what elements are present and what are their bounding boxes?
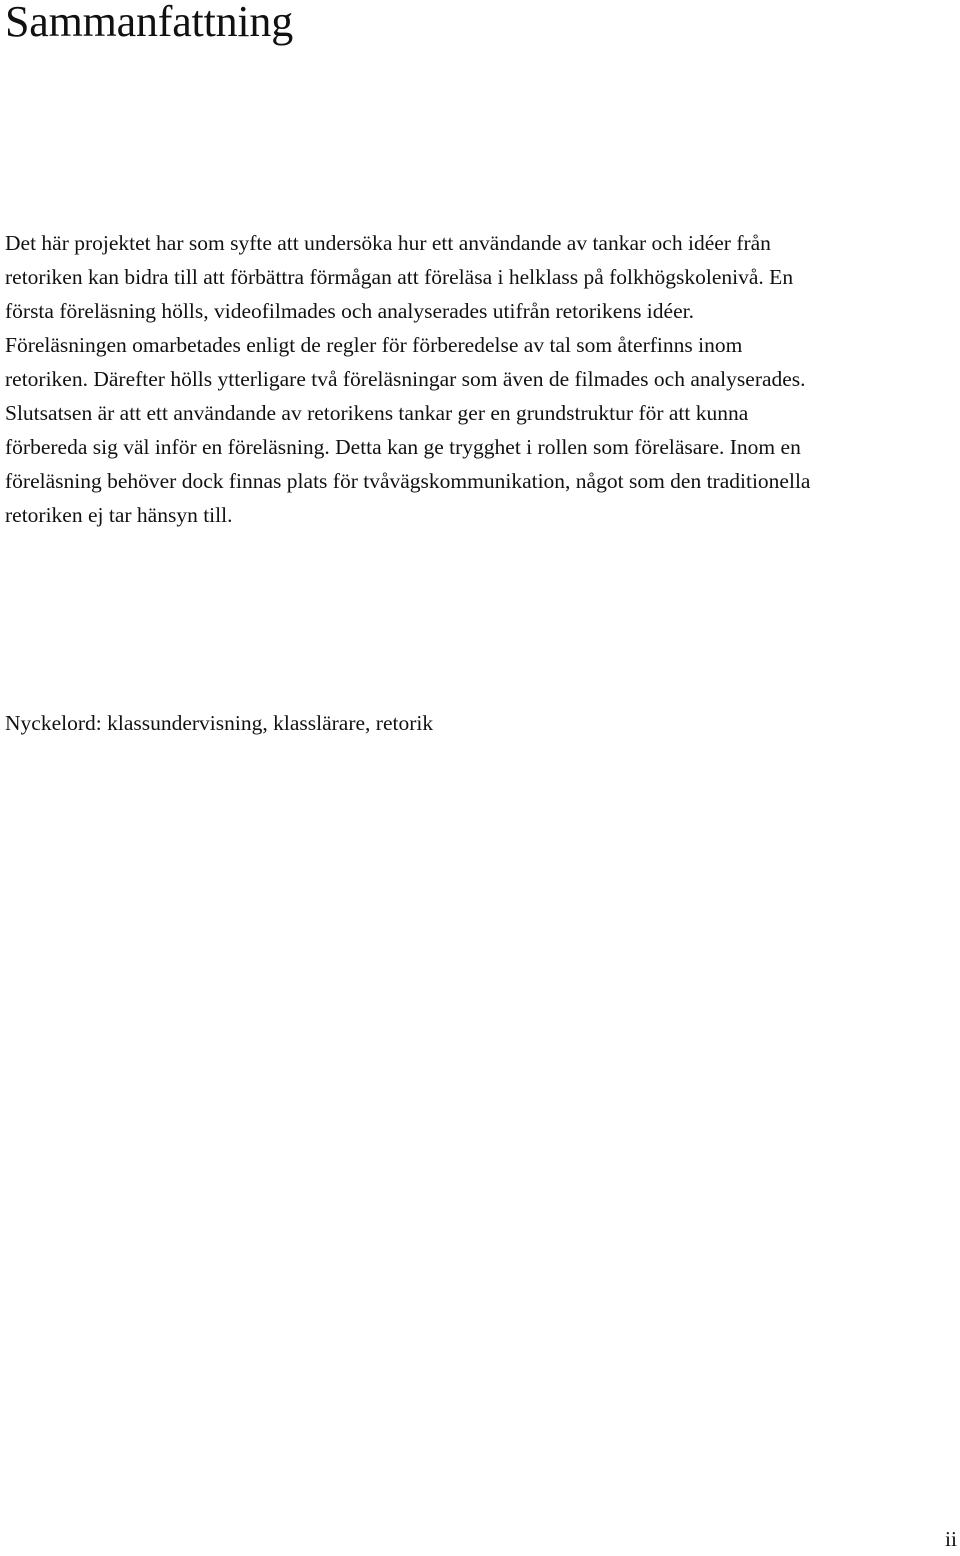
abstract-line: första föreläsning hölls, videofilmades och analyserades utifrån retorikens idéer. [5,299,694,323]
abstract-line: Det här projektet har som syfte att undersöka hur ett användande av tankar och idéer från [5,231,771,255]
abstract-paragraph [5,226,960,532]
page-title: Sammanfattning [5,0,294,46]
abstract-line: retoriken ej tar hänsyn till. [5,503,233,527]
abstract-line: Föreläsningen omarbetades enligt de regler för förberedelse av tal som återfinns inom [5,333,743,357]
abstract-line: retoriken kan bidra till att förbättra förmågan att föreläsa i helklass på folkhögskolenivå. En [5,265,794,289]
abstract-line: retoriken. Därefter hölls ytterligare två föreläsningar som även de filmades och analyserades. [5,367,806,391]
abstract-line: förbereda sig väl inför en föreläsning. Detta kan ge trygghet i rollen som föreläsare. Inom en [5,435,801,459]
keywords: Nyckelord: klassundervisning, klasslärare, retorik [5,711,434,735]
abstract-line: Slutsatsen är att ett användande av retorikens tankar ger en grundstruktur för att kunna [5,401,749,425]
page-number: ii [945,1527,957,1551]
abstract-line: föreläsning behöver dock finnas plats för tvåvägskommunikation, något som den traditionella [5,469,811,493]
